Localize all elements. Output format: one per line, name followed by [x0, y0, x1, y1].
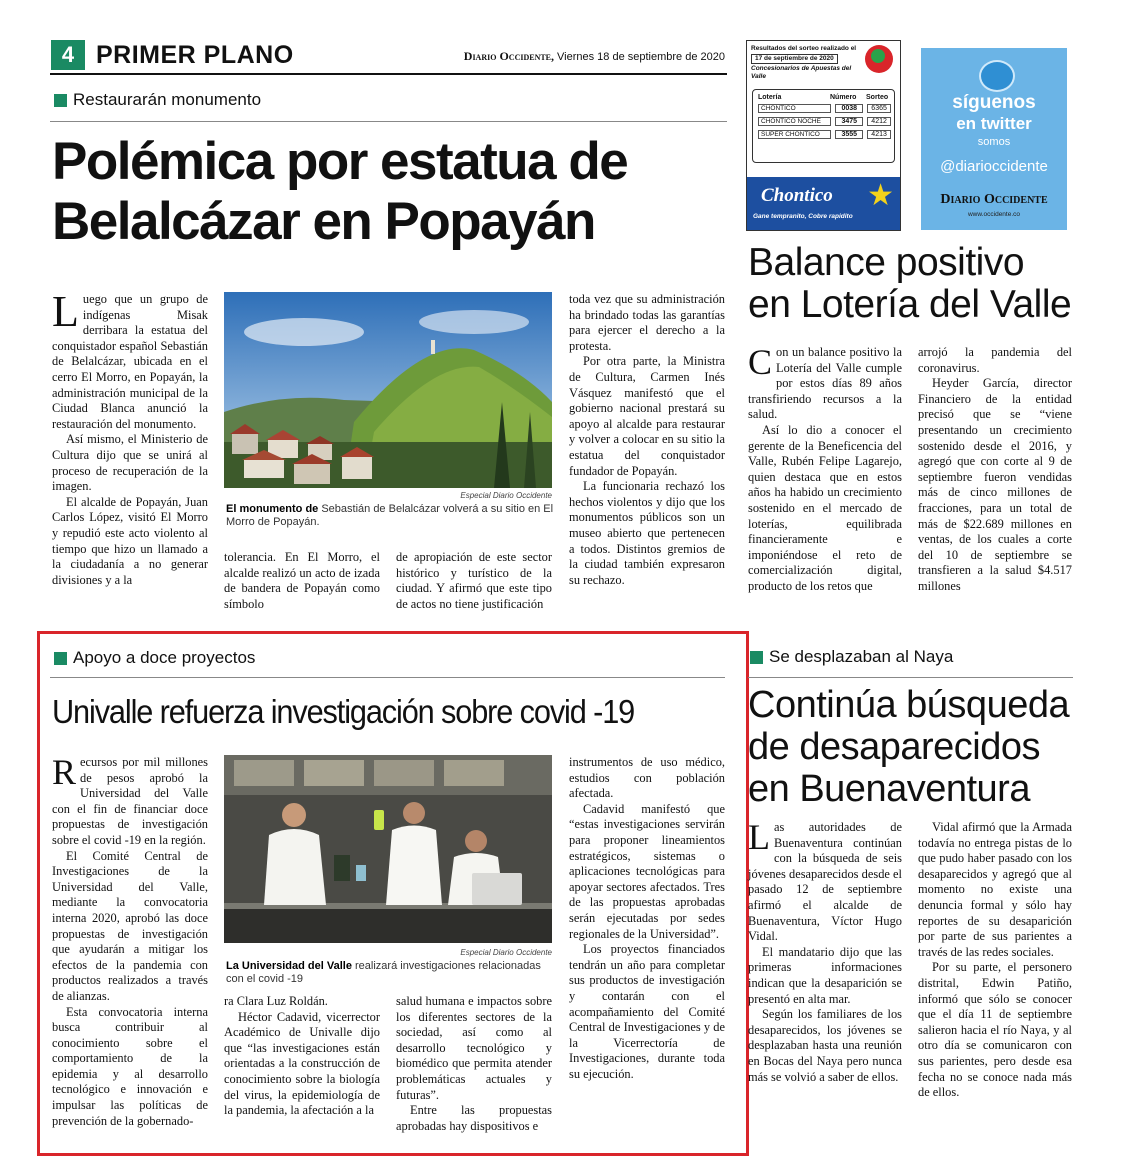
headline-line: de desaparecidos: [748, 726, 1040, 768]
dropcap: L: [52, 287, 79, 336]
story4-kicker-rule: [748, 677, 1073, 678]
kicker-text: Restaurarán monumento: [73, 90, 262, 109]
paragraph: La funcionaria rechazó los hechos violentos y dijo que los monumentos públicos son un museo abierto que pertenecen a todos. Distintos gremios de la ciudad también expresaron su rechazo.: [569, 479, 725, 587]
lottery-ad: [746, 40, 901, 231]
story4-headline: [748, 684, 1078, 810]
story2-col1: [748, 342, 902, 595]
story3-col2: [224, 994, 380, 1119]
lab-illustration: [224, 755, 552, 943]
twitter-url: www.occidente.co: [967, 211, 1021, 218]
caption-bold: La Universidad del Valle: [226, 960, 352, 972]
section-title: PRIMER PLANO: [96, 41, 294, 69]
lottery-subtitle: Concesionarios de Apuestas del Valle: [751, 65, 852, 80]
headline-line: Continúa búsqueda: [748, 684, 1070, 726]
kicker-text: Apoyo a doce proyectos: [73, 648, 256, 667]
story1-col3: [396, 550, 552, 612]
bird-icon: [979, 60, 1015, 92]
paper-name: Diario Occidente,: [463, 49, 555, 63]
paragraph: Vidal afirmó que la Armada todavía no entrega pistas de lo que pudo haber pasado con los desaparecidos y agregó que al momento no existe una denuncia formal y sólo hay reportes de su desaparición por parte de sus parientes a través de las redes sociales.: [918, 820, 1072, 959]
paragraph: tolerancia. En El Morro, el alcalde realizó un acto de izada de bandera de Popayán como símbolo: [224, 550, 380, 611]
story1-kicker-rule: [50, 121, 727, 122]
kicker-square: [54, 94, 67, 107]
twitter-ad: [921, 48, 1067, 230]
lottery-row: CHONTICO NOCHE 3475 4212: [753, 114, 894, 127]
dropcap: C: [748, 342, 773, 382]
story3-col3: [396, 994, 552, 1134]
header-rule: [50, 73, 727, 75]
chontico-slogan: Gane tempranito, Cobre rapidito: [753, 213, 853, 220]
lottery-logo-dot: [871, 49, 885, 63]
caption-text: Sebastián de Belalcázar volverá a su sitio en El Morro de Popayán.: [226, 503, 554, 528]
paragraph: arrojó la pandemia del coronavirus.: [918, 345, 1072, 375]
kicker-square: [54, 652, 67, 665]
kicker-text: Se desplazaban al Naya: [769, 647, 954, 666]
paragraph: ra Clara Luz Roldán.: [224, 994, 328, 1008]
header-date: Viernes 18 de septiembre de 2020: [557, 51, 725, 63]
paragraph: Los proyectos financiados tendrán un año para completar sus productos de investigación y contarán con el acompañamiento del Comité Central de Investigaciones y de la Vicerrectoría de Investigaciones, durante toda su ejecución.: [569, 942, 725, 1081]
photo1-credit: Especial Diario Occidente: [460, 491, 552, 500]
story3-kicker: [54, 648, 255, 668]
paragraph: Héctor Cadavid, vicerrector Académico de Univalle dijo que “las investigaciones están orientadas a la construcción de conocimiento sobre la biología del virus, la epidemiología de la pandemia, la afectación a la: [224, 1009, 380, 1118]
twitter-logo: Diario Occidente: [940, 192, 1048, 207]
headline-line: en Lotería del Valle: [748, 283, 1072, 326]
col-sorteo: Sorteo: [866, 94, 889, 101]
twitter-line3: somos: [977, 136, 1011, 148]
paragraph: Así mismo, el Ministerio de Cultura dijo que se unirá al proceso de recuperación de la imagen.: [52, 432, 208, 494]
paragraph: as autoridades de Buenaventura continúan con la búsqueda de seis jóvenes desaparecidos desde el pasado 12 de septiembre afirmó el alcalde de Buenaventura, Víctor Hugo Vidal.: [748, 820, 902, 944]
story3-kicker-rule: [50, 677, 725, 678]
photo-el-morro: [224, 292, 552, 488]
photo1-caption: [226, 503, 554, 529]
story2-headline: [748, 242, 1078, 326]
caption-text: realizará investigaciones relacionadas con el covid -19: [226, 960, 541, 985]
lottery-row: SUPER CHONTICO 3555 4213: [753, 127, 894, 140]
story1-col2: [224, 550, 380, 612]
el-morro-illustration: [224, 292, 552, 488]
paragraph: Por otra parte, la Ministra de Cultura, Carmen Inés Vásquez manifestó que el gobierno nacional prestará su apoyo al alcalde para restaurar y volver a colocar en su sitio la estatua del conquistador fundador de Popayán.: [569, 354, 725, 478]
story3-col4: [569, 755, 725, 1082]
photo2-caption: [226, 960, 554, 986]
col-numero: Número: [830, 94, 857, 101]
dropcap: R: [52, 752, 77, 792]
story2-col2: [918, 345, 1072, 595]
paragraph: Heyder García, director Financiero de la entidad precisó que se “viene presentando un crecimiento sostenido desde el 2016, y agregó que con corte al 9 de septiembre fueron vendidas más de cinco millones de fracciones, para un total de más de $22.689 millones en ventas, de los cuales a corte del 10 de septiembre se transfieren a la salud $4.517 millones: [918, 376, 1072, 593]
paragraph: salud humana e impactos sobre los diferentes sectores de la sociedad, así como al desarrollo tecnológico y biomédico que permita atender problemáticas actuales y futuras”.: [396, 994, 552, 1102]
twitter-line2: en twitter: [956, 114, 1032, 133]
headline-line: Balance positivo: [748, 241, 1025, 284]
paragraph: uego que un grupo de indígenas Misak derribara la estatua del conquistador español Sebastián de Belalcázar, ubicada en el cerro El Morro, en Popayán, la administración municipal de la Ciudad Blanca anunció la restauración del monumento.: [52, 292, 208, 431]
paragraph: El Comité Central de Investigaciones de la Universidad del Valle, mediante la convocatoria interna 2020, aprobó las doce propuestas de investigación que ayudarán a mitigar los efectos de la pandemia con productos realizados a través de alianzas.: [52, 848, 208, 1003]
paragraph: de apropiación de este sector histórico y turístico de la ciudad. Y afirmó que este tipo de actos no tiene justificación: [396, 550, 552, 611]
header-dateline: [440, 49, 725, 64]
chontico-banner: [747, 177, 900, 230]
paragraph: toda vez que su administración ha brindado todas las garantías para ejercer el derecho a la protesta.: [569, 292, 725, 353]
photo-lab: [224, 755, 552, 943]
twitter-handle: @diarioccidente: [940, 158, 1048, 175]
paragraph: Así lo dio a conocer el gerente de la Beneficencia del Valle, Rubén Felipe Lagarejo, quien destaca que en estos años ha habido un crecimiento sostenido en el mercado de loterías, equilibrada financieramente e imponiéndose el reto de comercialización digital, producto de los retos que: [748, 422, 902, 593]
paragraph: instrumentos de uso médico, estudios con población afectada.: [569, 755, 725, 801]
paragraph: Esta convocatoria interna busca contribuir al conocimiento sobre el comportamiento de la epidemia y al desarrollo tecnológico e innovación e impulsar las políticas de prevención de la gobernado-: [52, 1004, 208, 1128]
lottery-row: CHONTICO 0038 6365: [753, 103, 894, 114]
col-loteria: Lotería: [758, 94, 782, 101]
story1-headline: [52, 132, 727, 252]
dropcap: L: [748, 817, 770, 857]
chontico-brand: Chontico: [761, 185, 833, 206]
photo2-credit: Especial Diario Occidente: [460, 948, 552, 957]
story3-col1: [52, 752, 208, 1129]
story3-headline: Univalle refuerza investigación sobre covid -19: [52, 693, 635, 730]
paragraph: Entre las propuestas aprobadas hay dispositivos e: [396, 1103, 552, 1133]
caption-bold: El monumento de: [226, 503, 319, 515]
paragraph: ecursos por mil millones de pesos aprobó la Universidad del Valle con el fin de financiar doce propuestas de investigación sobre el covid -19 en la región.: [52, 755, 208, 847]
story1-col1: [52, 287, 208, 588]
paragraph: Por su parte, el personero distrital, Edwin Patiño, informó que sólo se conocer que el día 11 de septiembre salieron hacia el río Naya, y al otro día se comunicaron con sus parientes, pero desde esa fecha no se conoce nada más de ellos.: [918, 960, 1072, 1100]
story1-col4: [569, 292, 725, 588]
paragraph: El mandatario dijo que las primeras informaciones indican que la desaparición se presentó en alta mar.: [748, 944, 902, 1006]
headline-line: en Buenaventura: [748, 768, 1030, 810]
paragraph: Cadavid manifestó que “estas investigaciones servirán para proponer lineamientos estratégicos, sistemas o aplicaciones tecnológicas para apoyar sectores afectados. Tres de las propuestas aprobadas serán ejecutadas por sedes regionales de la Universidad”.: [569, 801, 725, 941]
lottery-title-1: Resultados del sorteo realizado el: [751, 45, 857, 52]
kicker-square: [750, 651, 763, 664]
lottery-table: [752, 89, 895, 163]
paragraph: El alcalde de Popayán, Juan Carlos López, visitó El Morro y repudió este acto violento al tiempo que hizo un llamado a la ciudadanía a no generar divisiones y a la: [52, 494, 208, 587]
chontico-star-icon: ★: [867, 179, 894, 212]
paragraph: on un balance positivo la Lotería del Valle cumple por estos días 89 años transfiriendo recursos a la salud.: [748, 345, 902, 422]
paragraph: Según los familiares de los desaparecidos, los jóvenes se desplazaban hasta una reunión en Bocas del Naya pero nunca más se volvió a saber de ellos.: [748, 1007, 902, 1084]
story4-col2: [918, 820, 1072, 1101]
page-number: 4: [61, 42, 75, 67]
story4-kicker: [750, 647, 953, 667]
lottery-title-2: 17 de septiembre de 2020: [751, 54, 838, 64]
story1-kicker: [54, 90, 261, 110]
headline-line: Belalcázar en Popayán: [52, 192, 595, 251]
headline-line: Polémica por estatua de: [52, 132, 628, 191]
story4-col1: [748, 817, 902, 1085]
twitter-line1: síguenos: [952, 92, 1036, 113]
